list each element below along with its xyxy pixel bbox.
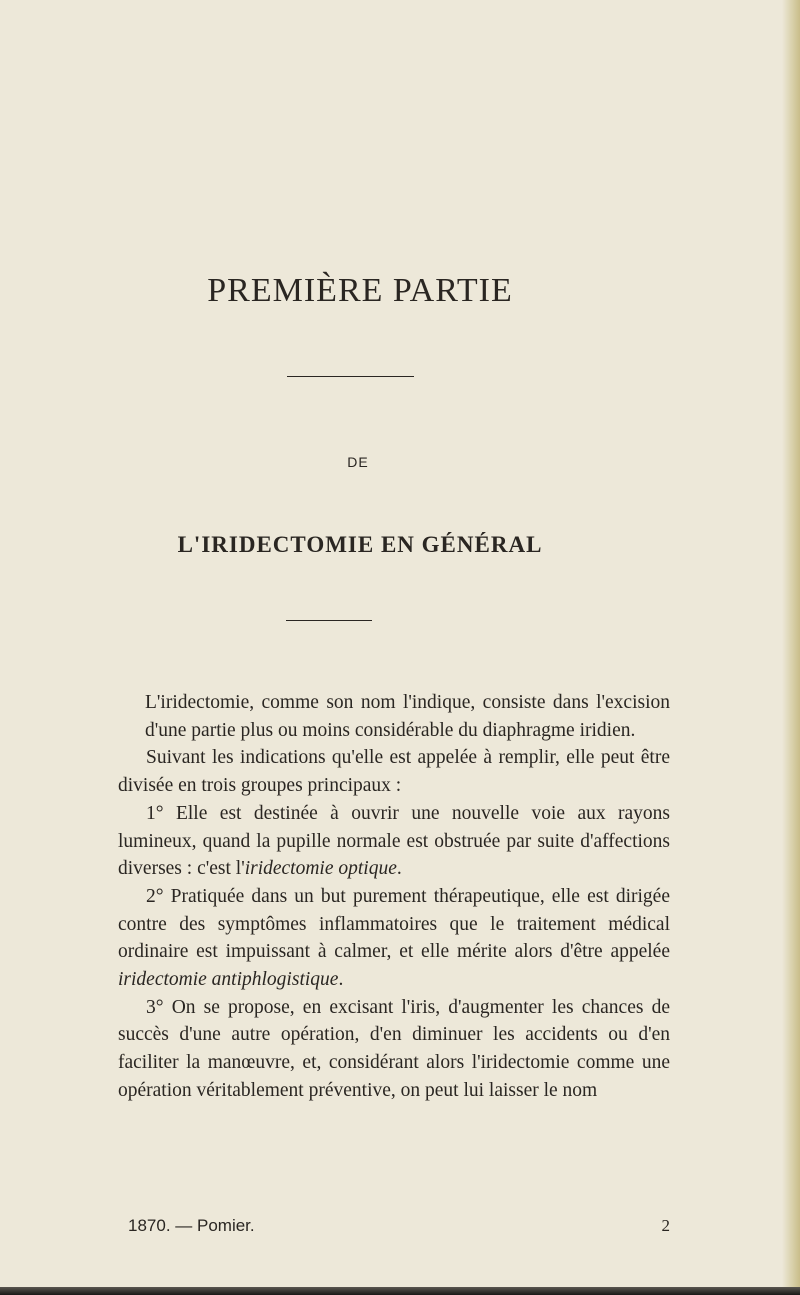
paragraph-preventive: 3° On se propose, en excisant l'iris, d'augmenter les chances de succès d'une autre opération, d'en diminuer les accidents ou d'en faciliter la manœuvre, et, considérant alors l'iridectomie comme une opération véritablement préventive, on peut lui laisser le nom xyxy=(118,996,670,1101)
paragraph-indications: Suivant les indications qu'elle est appelée à remplir, elle peut être divisée en trois groupes principaux : xyxy=(118,747,670,797)
sheet-number: 2 xyxy=(661,1216,670,1235)
paragraph-intro: L'iridectomie, comme son nom l'indique, consiste dans l'excision d'une partie plus ou moins considérable du diaphragme iridien. xyxy=(145,692,670,741)
italic-term: iridectomie antiphlogistique xyxy=(118,969,339,991)
body-text xyxy=(118,689,670,1105)
subtitle-rule xyxy=(286,620,372,621)
page-edge-shadow xyxy=(782,0,800,1295)
paragraph-antiphlogistique: 2° Pratiquée dans un but purement thérapeutique, elle est dirigée contre des symptômes inflammatoires que le traitement médical ordinaire est impuissant à calmer, et elle mérite alors d'être appelée iridectomie antiphlogistique. xyxy=(118,885,670,991)
connector-word: DE xyxy=(347,454,369,470)
page-footer xyxy=(118,1216,670,1236)
printer-signature: 1870. — Pomier. xyxy=(128,1216,255,1235)
italic-term: iridectomie optique xyxy=(244,858,397,880)
part-title: PREMIÈRE PARTIE xyxy=(207,272,513,309)
paragraph-optique: 1° Elle est destinée à ouvrir une nouvelle voie aux rayons lumineux, quand la pupille normale est obstruée par suite d'affections diverses : c'est l'iridectomie optique. xyxy=(118,802,670,880)
title-rule xyxy=(287,376,414,377)
scan-bottom-edge xyxy=(0,1287,800,1295)
chapter-subtitle: L'IRIDECTOMIE EN GÉNÉRAL xyxy=(177,532,543,557)
